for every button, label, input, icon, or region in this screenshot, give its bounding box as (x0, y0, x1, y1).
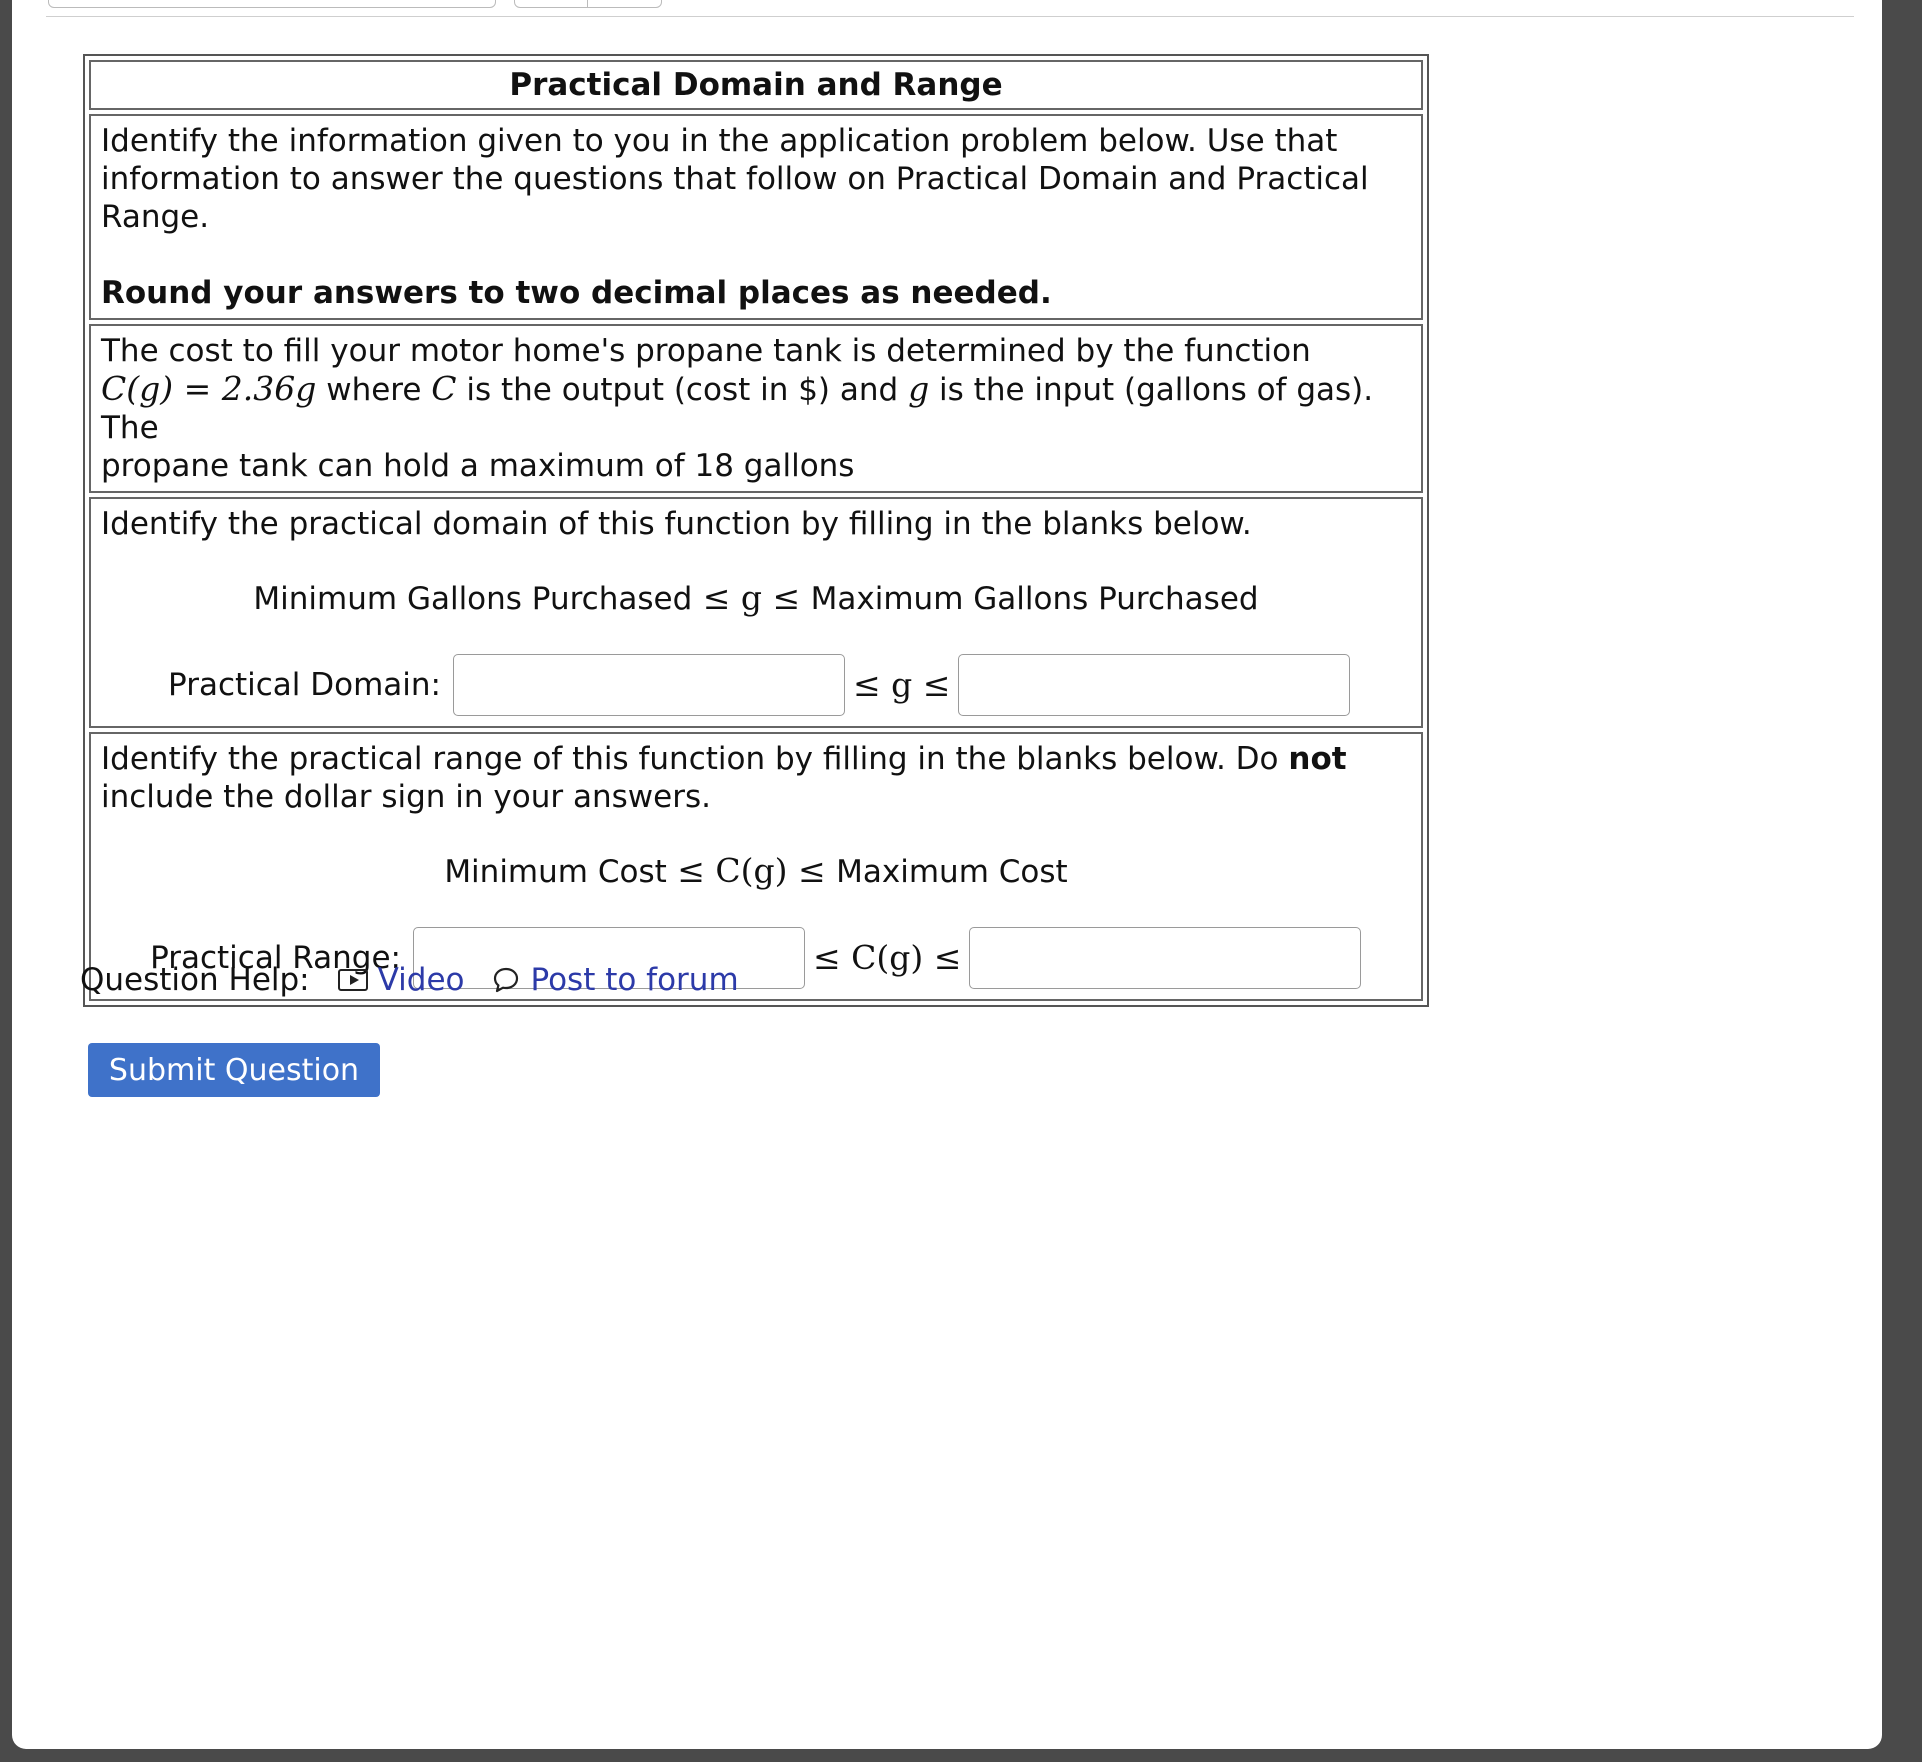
variable-g: g (908, 369, 930, 408)
range-prompt-emphasis: not (1288, 741, 1347, 777)
domain-template-max: Maximum Gallons Purchased (810, 581, 1259, 617)
instructions-text: Identify the information given to you in the application problem below. Use that information to answer the questions that follow on Practical Domain and Practical Range. (101, 123, 1369, 235)
question-title: Practical Domain and Range (89, 60, 1423, 110)
instructions-cell (89, 114, 1423, 320)
range-inequality: ≤ C(g) ≤ (813, 938, 962, 977)
top-select-control[interactable] (48, 0, 496, 8)
problem-line-3: propane tank can hold a maximum of 18 gallons (101, 448, 855, 484)
range-template-max: Maximum Cost (836, 854, 1068, 890)
range-cell (89, 732, 1423, 1001)
domain-max-input[interactable] (958, 654, 1350, 716)
range-template-inequality: ≤ C(g) ≤ (666, 851, 837, 890)
problem-cell (89, 324, 1423, 493)
domain-template-inequality: ≤ g ≤ (692, 578, 811, 617)
problem-line-1: The cost to fill your motor home's propane tank is determined by the function (101, 333, 1311, 369)
variable-c: C (431, 369, 457, 408)
question-help-row (80, 962, 739, 998)
top-divider (46, 16, 1854, 17)
video-icon (338, 969, 368, 991)
function-expression: C(g) = 2.36g (101, 369, 317, 408)
video-link-label: Video (377, 962, 465, 998)
range-prompt (101, 740, 1411, 816)
post-to-forum-link[interactable] (492, 962, 738, 998)
domain-template-min: Minimum Gallons Purchased (253, 581, 693, 617)
range-answer-label: Practical Range: (150, 940, 401, 976)
problem-text-input: is the input (gallons of gas). The (101, 372, 1374, 446)
domain-answer-row (101, 654, 1411, 716)
top-button-group[interactable] (514, 0, 662, 8)
range-prompt-part-1: Identify the practical range of this function by filling in the blanks below. Do (101, 741, 1289, 777)
vertical-scrollbar[interactable] (1878, 0, 1882, 1749)
rounding-note: Round your answers to two decimal places as needed. (101, 275, 1052, 311)
domain-cell (89, 497, 1423, 728)
domain-template (101, 579, 1411, 618)
range-template (101, 852, 1411, 891)
domain-prompt: Identify the practical domain of this function by filling in the blanks below. (101, 506, 1252, 542)
domain-inequality: ≤ g ≤ (853, 665, 951, 704)
post-to-forum-label: Post to forum (530, 962, 739, 998)
problem-text-output: is the output (cost in $) and (456, 372, 909, 408)
chat-bubble-icon (492, 966, 520, 994)
submit-question-button[interactable]: Submit Question (88, 1043, 380, 1097)
domain-answer-label: Practical Domain: (168, 667, 441, 703)
question-table (83, 54, 1429, 1007)
problem-text-where: where (316, 372, 432, 408)
range-max-input[interactable] (969, 927, 1361, 989)
domain-min-input[interactable] (453, 654, 845, 716)
video-link[interactable] (338, 962, 465, 998)
question-help-label: Question Help: (80, 962, 310, 998)
page-frame (12, 0, 1882, 1749)
range-template-min: Minimum Cost (444, 854, 667, 890)
problem-line-2 (101, 370, 1411, 447)
range-prompt-part-2: include the dollar sign in your answers. (101, 779, 711, 815)
